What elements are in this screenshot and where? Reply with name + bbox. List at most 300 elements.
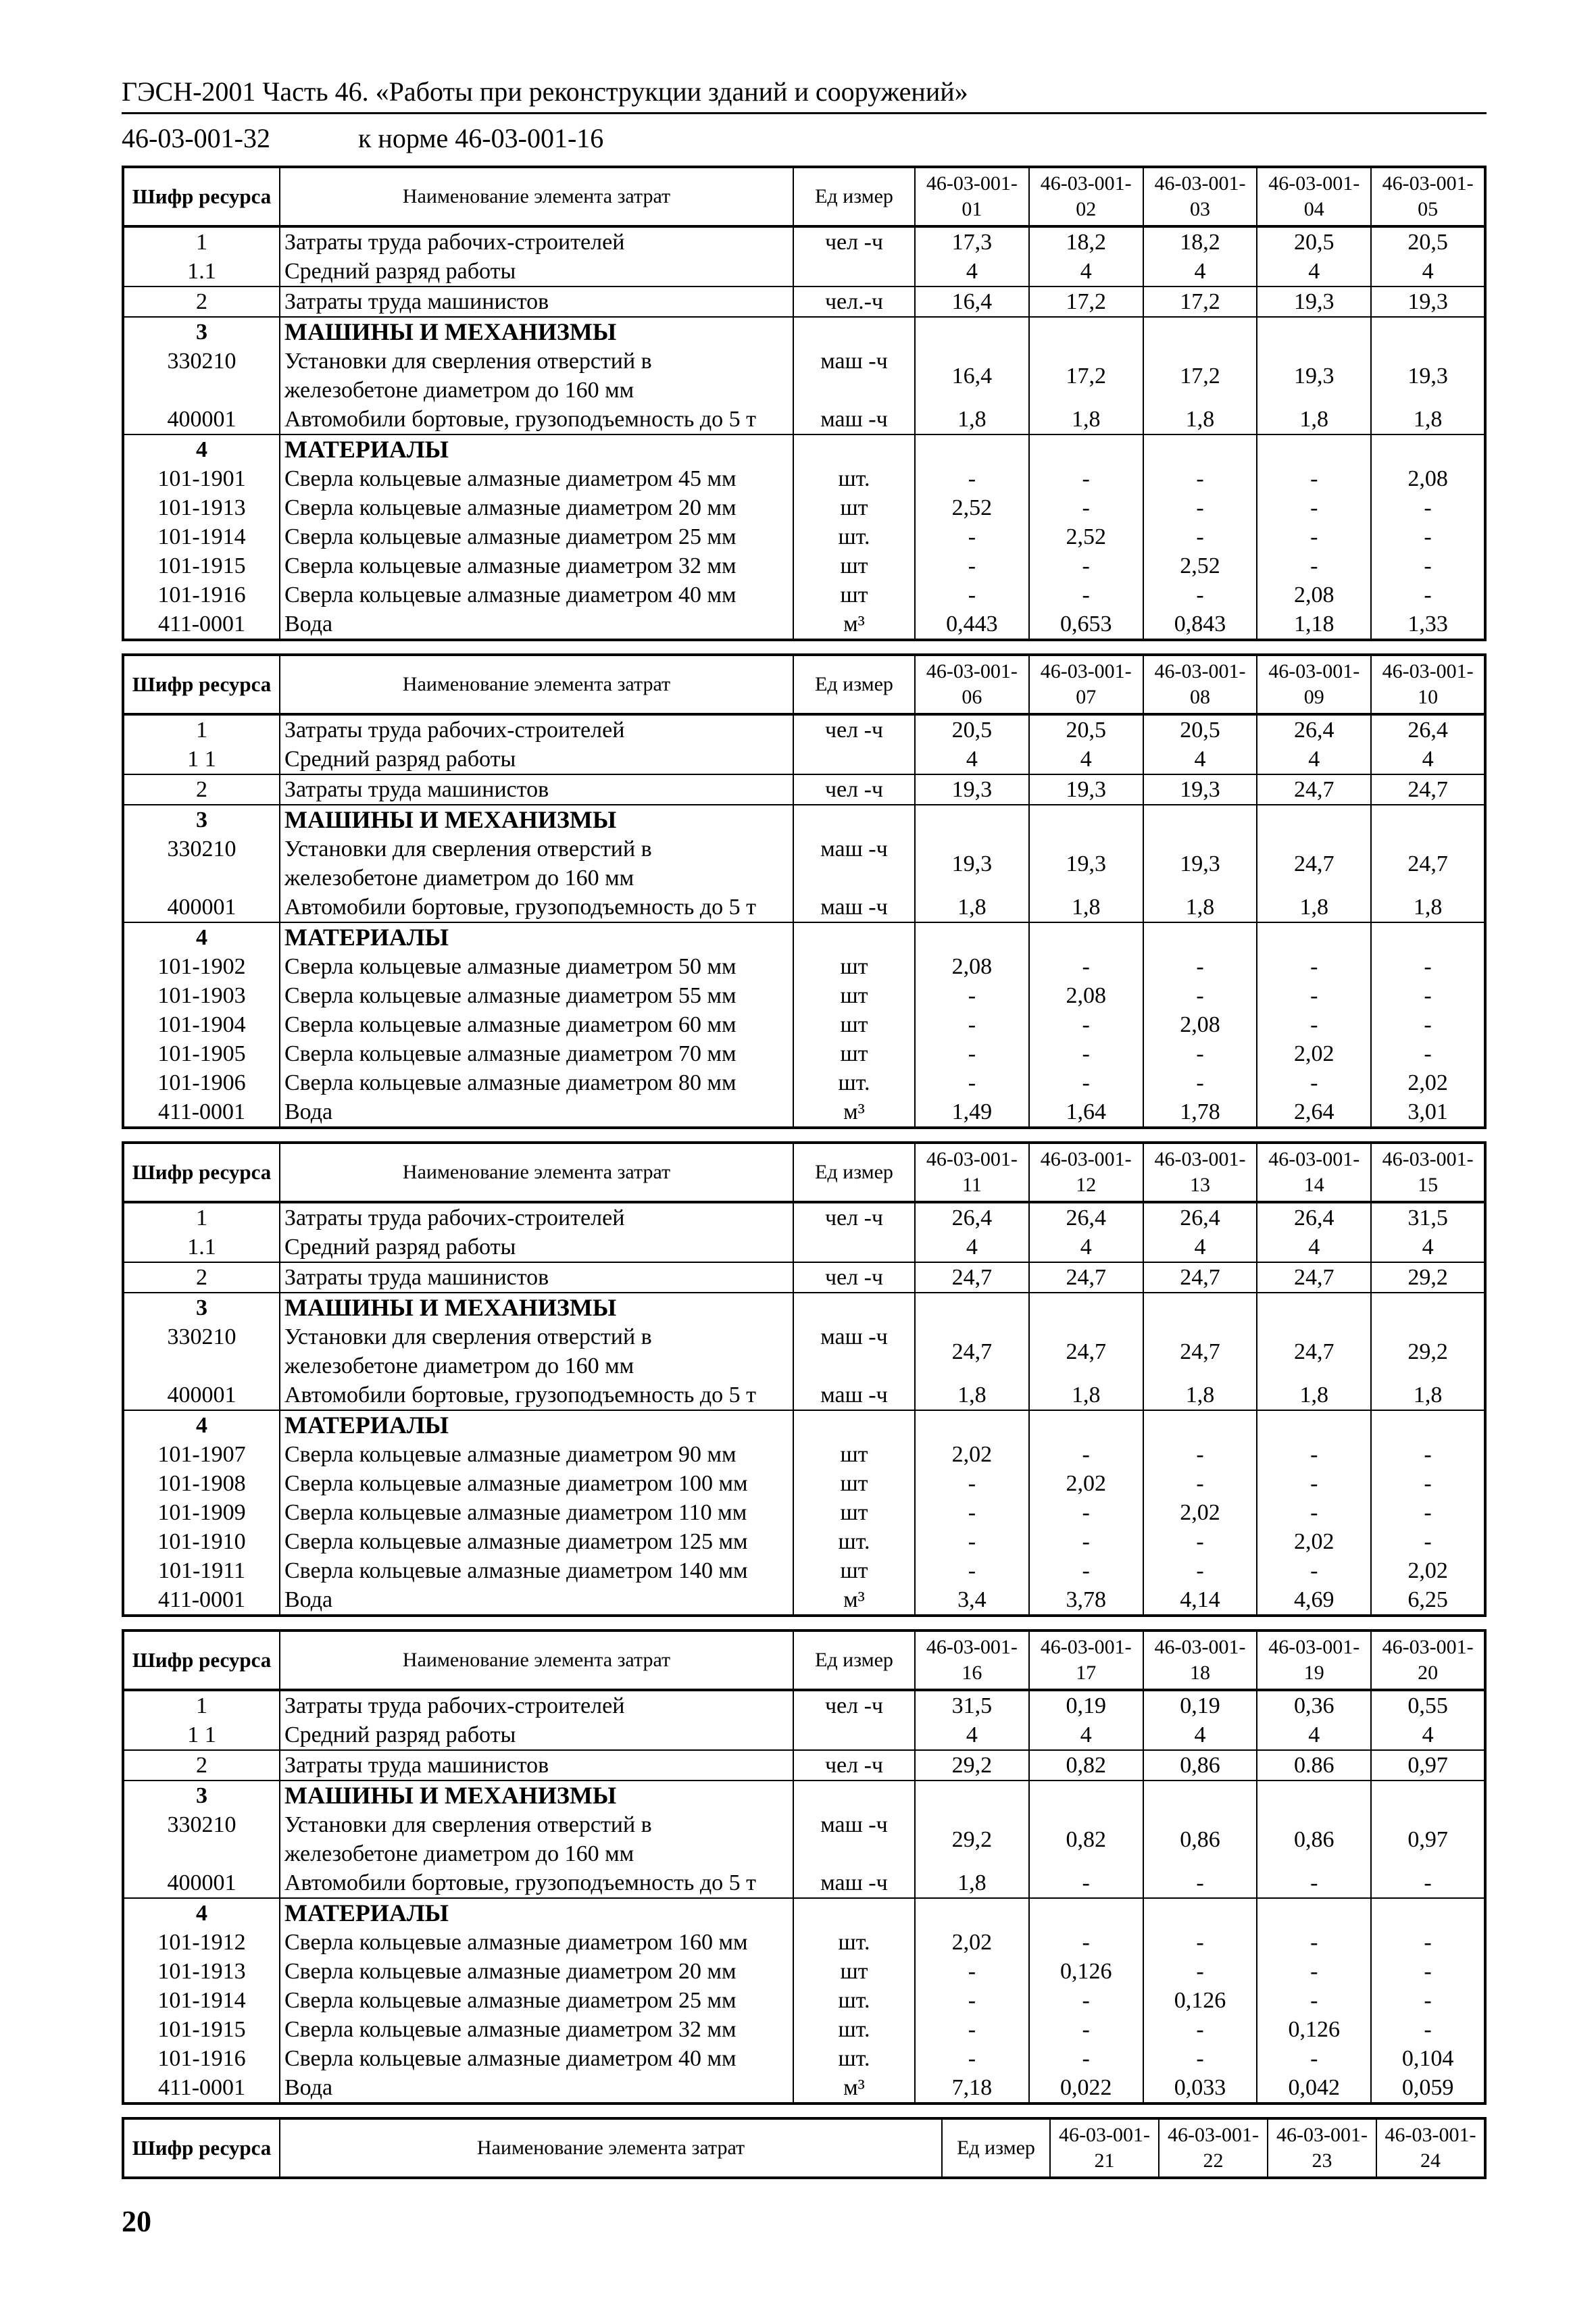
resource-value: - [1143,1957,1257,1986]
resource-value: 2,02 [1257,1527,1371,1556]
resource-value: 24,7 [1371,835,1485,893]
resource-value: 20,5 [1143,714,1257,745]
table-row [123,952,1485,981]
resource-value [915,1293,1029,1322]
header-name: Наименование элемента затрат [280,655,793,714]
resource-value: 0,19 [1029,1690,1143,1720]
resource-name: Автомобили бортовые, грузоподъемность до 5 т [280,405,793,434]
resource-unit: шт [793,493,915,522]
document-page [122,74,1487,2179]
resource-value: - [1143,1527,1257,1556]
resource-value [1371,1410,1485,1440]
resource-name: Средний разряд работы [280,257,793,287]
resource-value: 4 [1029,745,1143,774]
resource-value: 20,5 [1371,226,1485,257]
resource-value: 0,86 [1143,1750,1257,1781]
resource-unit: м³ [793,1097,915,1128]
table-row [123,257,1485,287]
resource-code: 101-1906 [123,1068,280,1097]
table-row [123,1380,1485,1410]
resource-name: Затраты труда рабочих-строителей [280,714,793,745]
resource-unit: шт. [793,1068,915,1097]
resource-code: 101-1910 [123,1527,280,1556]
resource-value: 26,4 [1257,714,1371,745]
table-row [123,1750,1485,1781]
norm-reference: к норме 46-03-001-16 [358,123,604,153]
resource-value: 4,69 [1257,1585,1371,1616]
resource-unit: шт [793,1556,915,1585]
resource-value: - [1371,2015,1485,2044]
resource-value: 3,4 [915,1585,1029,1616]
resource-value: 26,4 [1371,714,1485,745]
resource-unit: маш -ч [793,405,915,434]
table-row [123,1322,1485,1380]
resource-name: Сверла кольцевые алмазные диаметром 80 мм [280,1068,793,1097]
resource-value: 4 [1029,1233,1143,1262]
resource-unit: чел -ч [793,1262,915,1293]
resource-value: - [1029,2015,1143,2044]
resource-value: - [1257,1556,1371,1585]
resource-value: 0,022 [1029,2073,1143,2104]
resource-code: 101-1914 [123,1986,280,2015]
resource-name: Сверла кольцевые алмазные диаметром 45 мм [280,464,793,493]
header-norm-code: 46-03-001-20 [1371,1631,1485,1690]
table-header-row [123,1631,1485,1690]
resource-unit: чел -ч [793,714,915,745]
resource-name: Сверла кольцевые алмазные диаметром 40 мм [280,580,793,609]
table-row [123,1293,1485,1322]
resource-name: Сверла кольцевые алмазные диаметром 40 мм [280,2044,793,2073]
resource-value: - [1029,1868,1143,1898]
resource-value: 7,18 [915,2073,1029,2104]
resource-code: 3 [123,1781,280,1810]
resource-code: 101-1916 [123,2044,280,2073]
resource-unit [793,317,915,347]
resource-unit [793,1720,915,1750]
resource-value: 4 [1371,257,1485,287]
resource-value: 0,97 [1371,1810,1485,1868]
resource-value: - [1371,1868,1485,1898]
resource-value: - [915,1068,1029,1097]
resource-value [1371,922,1485,952]
header-unit: Ед измер [793,167,915,226]
resource-value: 0,653 [1029,609,1143,640]
table-row [123,981,1485,1010]
norm-tables [122,166,1487,2179]
resource-value: 26,4 [1143,1202,1257,1233]
resource-value [1029,1781,1143,1810]
resource-value [1143,1410,1257,1440]
resource-value [1257,317,1371,347]
resource-value: 20,5 [915,714,1029,745]
resource-value: 2,08 [1257,580,1371,609]
resource-unit: шт [793,1010,915,1039]
table-header-row [123,1143,1485,1202]
resource-value: 19,3 [1029,835,1143,893]
resource-name: Затраты труда машинистов [280,287,793,317]
resource-value: 24,7 [1143,1262,1257,1293]
resource-value: - [915,981,1029,1010]
resource-unit: маш -ч [793,1810,915,1868]
table-row [123,1781,1485,1810]
resource-value: 4 [1029,257,1143,287]
resource-value: 29,2 [915,1750,1029,1781]
resource-code: 101-1913 [123,1957,280,1986]
resource-value: 4 [1029,1720,1143,1750]
resource-value: 0,843 [1143,609,1257,640]
resource-value: 2,08 [915,952,1029,981]
resource-unit: маш -ч [793,893,915,922]
resource-unit [793,257,915,287]
resource-value [1143,434,1257,464]
resource-name: МАТЕРИАЛЫ [280,434,793,464]
resource-value: 20,5 [1029,714,1143,745]
resource-value [1143,1293,1257,1322]
header-name: Наименование элемента затрат [280,167,793,226]
resource-value: 4 [1257,745,1371,774]
subheader [122,120,1487,159]
resource-code: 101-1913 [123,493,280,522]
header-norm-code: 46-03-001-21 [1050,2118,1159,2178]
resource-value: 29,2 [915,1810,1029,1868]
resource-name: Сверла кольцевые алмазные диаметром 110 мм [280,1498,793,1527]
resource-value: 19,3 [915,774,1029,805]
resource-value: 4 [1371,1720,1485,1750]
table-row [123,2073,1485,2104]
resource-name: Установки для сверления отверстий в железобетоне диаметром до 160 мм [280,835,793,893]
table-row [123,1556,1485,1585]
resource-value: 24,7 [1257,1322,1371,1380]
resource-value: 2,08 [1029,981,1143,1010]
resource-code: 3 [123,1293,280,1322]
header-unit: Ед измер [942,2118,1050,2178]
resource-value: 19,3 [1029,774,1143,805]
table-row [123,893,1485,922]
table-row [123,464,1485,493]
resource-value: - [1143,1928,1257,1957]
resource-unit [793,1233,915,1262]
resource-value: - [1029,1556,1143,1585]
resource-code: 101-1901 [123,464,280,493]
table-row [123,1928,1485,1957]
table-row [123,609,1485,640]
resource-code: 101-1912 [123,1928,280,1957]
resource-unit [793,1781,915,1810]
resource-value: - [1143,981,1257,1010]
header-name: Наименование элемента затрат [280,1631,793,1690]
resource-code: 330210 [123,835,280,893]
resource-value: - [1257,464,1371,493]
header-norm-code: 46-03-001-07 [1029,655,1143,714]
resource-code: 101-1915 [123,551,280,580]
resource-value: 1,8 [1371,405,1485,434]
resource-value: 1,18 [1257,609,1371,640]
resource-name: Установки для сверления отверстий в железобетоне диаметром до 160 мм [280,347,793,405]
resource-value: 19,3 [1143,835,1257,893]
resource-value: - [915,1010,1029,1039]
resource-unit: маш -ч [793,1380,915,1410]
resource-name: МАШИНЫ И МЕХАНИЗМЫ [280,317,793,347]
resource-value: 24,7 [1029,1322,1143,1380]
resource-value: 1,78 [1143,1097,1257,1128]
resource-value: 29,2 [1371,1322,1485,1380]
resource-value [915,1781,1029,1810]
resource-value: 0,059 [1371,2073,1485,2104]
header-code: Шифр ресурса [123,2118,280,2178]
resource-code: 4 [123,434,280,464]
resource-code: 2 [123,287,280,317]
resource-code: 101-1903 [123,981,280,1010]
resource-value [915,922,1029,952]
resource-value: - [915,2015,1029,2044]
table-row [123,1690,1485,1720]
resource-value: 4 [1143,257,1257,287]
resource-name: Вода [280,2073,793,2104]
resource-value: 17,2 [1143,347,1257,405]
resource-code: 101-1904 [123,1010,280,1039]
resource-unit: шт [793,1469,915,1498]
header-name: Наименование элемента затрат [280,2118,942,2178]
resource-value [1371,434,1485,464]
table-row [123,287,1485,317]
resource-value [915,317,1029,347]
resource-value [1257,1293,1371,1322]
resource-value: 17,2 [1029,287,1143,317]
resource-value: 2,08 [1143,1010,1257,1039]
resource-value: - [1143,580,1257,609]
header-norm-code: 46-03-001-09 [1257,655,1371,714]
table-row [123,580,1485,609]
resource-unit: шт. [793,1928,915,1957]
resource-unit: м³ [793,2073,915,2104]
resource-value: 24,7 [1029,1262,1143,1293]
resource-value [1371,317,1485,347]
resource-code: 101-1914 [123,522,280,551]
resource-value: 3,78 [1029,1585,1143,1616]
header-norm-code: 46-03-001-15 [1371,1143,1485,1202]
resource-value: 2,02 [1143,1498,1257,1527]
resource-code: 411-0001 [123,1585,280,1616]
resource-value: 4 [1143,745,1257,774]
header-norm-code: 46-03-001-04 [1257,167,1371,226]
table-row [123,1262,1485,1293]
resource-name: Установки для сверления отверстий в железобетоне диаметром до 160 мм [280,1810,793,1868]
resource-value: 4 [1143,1233,1257,1262]
norm-table [122,166,1487,641]
resource-value: 24,7 [915,1262,1029,1293]
resource-value: 2,02 [1371,1068,1485,1097]
header-norm-code: 46-03-001-19 [1257,1631,1371,1690]
resource-unit: шт. [793,1986,915,2015]
resource-value: - [915,1039,1029,1068]
resource-value: 0,97 [1371,1750,1485,1781]
norm-table [122,1629,1487,2105]
resource-value [915,1410,1029,1440]
resource-value: - [1257,551,1371,580]
table-row [123,745,1485,774]
resource-value: 24,7 [1257,774,1371,805]
resource-code: 2 [123,1262,280,1293]
resource-value: - [915,1556,1029,1585]
resource-name: МАШИНЫ И МЕХАНИЗМЫ [280,1293,793,1322]
resource-value: - [915,522,1029,551]
table-row [123,347,1485,405]
resource-value: 0.86 [1257,1750,1371,1781]
table-row [123,1498,1485,1527]
resource-value: 4 [915,1233,1029,1262]
resource-name: Затраты труда машинистов [280,774,793,805]
resource-name: Автомобили бортовые, грузоподъемность до 5 т [280,893,793,922]
resource-name: Затраты труда машинистов [280,1262,793,1293]
resource-name: Сверла кольцевые алмазные диаметром 25 мм [280,1986,793,2015]
resource-unit: шт [793,580,915,609]
resource-value: 24,7 [1371,774,1485,805]
resource-value: 4 [1143,1720,1257,1750]
resource-value: 26,4 [915,1202,1029,1233]
resource-value: 1,8 [915,1868,1029,1898]
resource-code: 101-1908 [123,1469,280,1498]
resource-code: 400001 [123,405,280,434]
resource-value [1371,1781,1485,1810]
resource-unit [793,1293,915,1322]
resource-unit: шт. [793,1527,915,1556]
resource-value: - [1371,551,1485,580]
resource-value: - [915,464,1029,493]
resource-code: 101-1911 [123,1556,280,1585]
resource-code: 101-1905 [123,1039,280,1068]
resource-value: - [1143,1556,1257,1585]
resource-value: 17,2 [1143,287,1257,317]
resource-value: 1,8 [915,1380,1029,1410]
resource-name: Сверла кольцевые алмазные диаметром 20 мм [280,493,793,522]
resource-value: 1,8 [1029,405,1143,434]
resource-value [1257,1410,1371,1440]
resource-code: 400001 [123,1868,280,1898]
resource-unit: чел -ч [793,1690,915,1720]
resource-value: - [1371,1986,1485,2015]
resource-value: 2,52 [915,493,1029,522]
resource-value [1029,1898,1143,1928]
resource-value [915,434,1029,464]
resource-name: МАШИНЫ И МЕХАНИЗМЫ [280,805,793,835]
resource-value: 1,8 [1257,1380,1371,1410]
header-norm-code: 46-03-001-14 [1257,1143,1371,1202]
resource-value [1257,1781,1371,1810]
resource-value: - [1143,2015,1257,2044]
resource-value: - [1371,493,1485,522]
table-row [123,1440,1485,1469]
resource-name: Сверла кольцевые алмазные диаметром 100 мм [280,1469,793,1498]
resource-name: Сверла кольцевые алмазные диаметром 32 мм [280,551,793,580]
table-row [123,522,1485,551]
resource-code: 4 [123,1898,280,1928]
header-code: Шифр ресурса [123,1631,280,1690]
resource-value: - [1257,1068,1371,1097]
resource-value: - [1371,1928,1485,1957]
header-norm-code: 46-03-001-11 [915,1143,1029,1202]
resource-value: - [1029,464,1143,493]
resource-value [1143,317,1257,347]
table-row [123,405,1485,434]
resource-value: - [1143,952,1257,981]
resource-unit: шт. [793,522,915,551]
header-code: Шифр ресурса [123,1143,280,1202]
table-row [123,1898,1485,1928]
resource-unit [793,434,915,464]
resource-value [1371,805,1485,835]
resource-code: 101-1916 [123,580,280,609]
header-norm-code: 46-03-001-13 [1143,1143,1257,1202]
resource-unit [793,805,915,835]
header-norm-code: 46-03-001-01 [915,167,1029,226]
table-row [123,1039,1485,1068]
resource-value: 1,8 [1257,893,1371,922]
resource-unit: чел -ч [793,226,915,257]
resource-value: - [1029,1498,1143,1527]
resource-code: 330210 [123,1810,280,1868]
resource-value: 1,8 [1029,1380,1143,1410]
resource-value: - [1257,1440,1371,1469]
resource-value: - [915,1957,1029,1986]
resource-code: 101-1907 [123,1440,280,1469]
resource-value [1143,805,1257,835]
resource-value: - [1143,1039,1257,1068]
resource-name: Сверла кольцевые алмазные диаметром 60 мм [280,1010,793,1039]
header-code: Шифр ресурса [123,655,280,714]
resource-value: 1,8 [915,893,1029,922]
resource-value: - [1371,522,1485,551]
resource-name: Вода [280,609,793,640]
table-row [123,226,1485,257]
resource-value: 4,14 [1143,1585,1257,1616]
table-header-row [123,167,1485,226]
resource-name: МАТЕРИАЛЫ [280,922,793,952]
resource-unit [793,1898,915,1928]
resource-name: МАТЕРИАЛЫ [280,1898,793,1928]
table-row [123,1986,1485,2015]
resource-value: 2,02 [1029,1469,1143,1498]
resource-value: - [915,1527,1029,1556]
resource-value: - [1371,952,1485,981]
resource-value: 1,8 [1143,1380,1257,1410]
resource-value: - [1143,1440,1257,1469]
resource-value: - [915,1986,1029,2015]
resource-value: 0,82 [1029,1810,1143,1868]
resource-value: 1,49 [915,1097,1029,1128]
resource-code: 1 1 [123,1720,280,1750]
resource-value: 16,4 [915,287,1029,317]
table-row [123,1233,1485,1262]
resource-value: 18,2 [1029,226,1143,257]
resource-unit: чел -ч [793,774,915,805]
resource-value: 4 [915,745,1029,774]
resource-unit [793,922,915,952]
norm-table [122,653,1487,1129]
resource-name: Средний разряд работы [280,1233,793,1262]
resource-value [915,805,1029,835]
resource-value: 24,7 [1257,835,1371,893]
table-row [123,2015,1485,2044]
resource-name: Сверла кольцевые алмазные диаметром 20 мм [280,1957,793,1986]
resource-value: - [1029,1039,1143,1068]
resource-value: 1,64 [1029,1097,1143,1128]
resource-value: 2,02 [915,1928,1029,1957]
document-title: ГЭСН-2001 Часть 46. «Работы при реконструкции зданий и сооружений» [122,74,1487,114]
resource-value: 0,36 [1257,1690,1371,1720]
resource-unit: шт [793,952,915,981]
resource-name: Вода [280,1097,793,1128]
resource-unit: маш -ч [793,835,915,893]
